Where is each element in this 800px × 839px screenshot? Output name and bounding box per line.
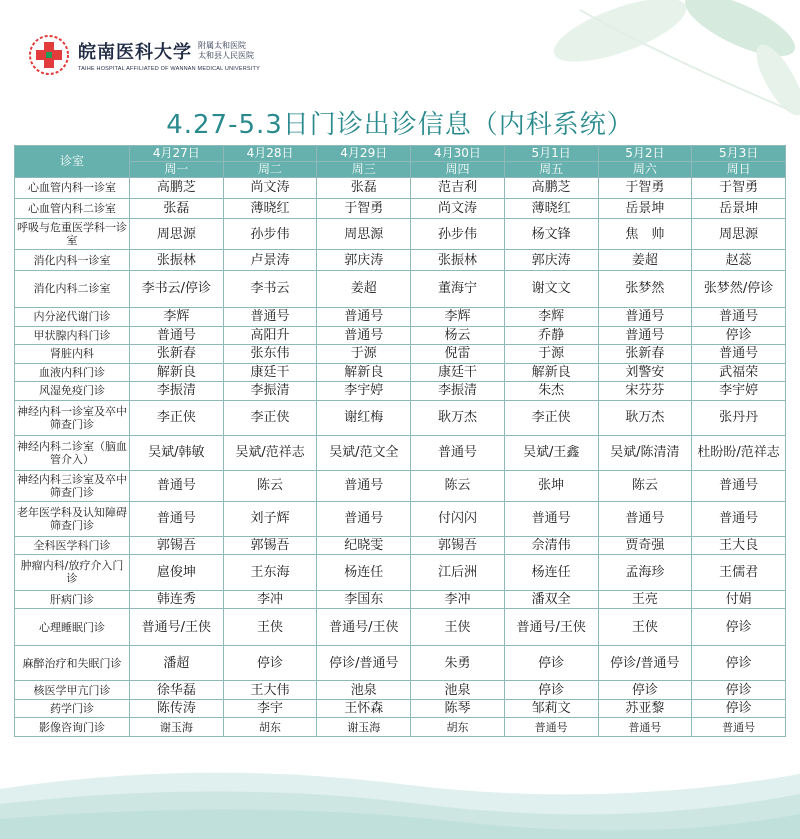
doctor-cell: 普通号	[130, 501, 224, 536]
doctor-cell: 董海宁	[411, 270, 505, 307]
date-header: 4月27日	[130, 146, 224, 162]
dept-cell: 心理睡眠门诊	[15, 609, 130, 646]
clinic-schedule-table	[14, 145, 786, 737]
dept-cell: 消化内科二诊室	[15, 270, 130, 307]
doctor-cell: 佘清伟	[504, 536, 598, 555]
doctor-cell: 停诊/普通号	[317, 646, 411, 681]
doctor-cell: 普通号	[317, 470, 411, 501]
doctor-cell: 解新良	[317, 363, 411, 382]
doctor-cell: 停诊	[598, 681, 692, 700]
dept-cell: 全科医学科门诊	[15, 536, 130, 555]
doctor-cell: 杜盼盼/范祥志	[692, 435, 786, 470]
doctor-cell: 停诊	[692, 326, 786, 345]
doctor-cell: 普通号	[317, 501, 411, 536]
doctor-cell: 徐华磊	[130, 681, 224, 700]
doctor-cell: 吴斌/王鑫	[504, 435, 598, 470]
doctor-cell: 解新良	[130, 363, 224, 382]
doctor-cell: 纪晓雯	[317, 536, 411, 555]
dept-cell: 神经内科一诊室及卒中筛查门诊	[15, 400, 130, 435]
date-header: 5月2日	[598, 146, 692, 162]
doctor-cell: 普通号	[692, 470, 786, 501]
table-row	[15, 681, 786, 700]
doctor-cell: 扈俊坤	[130, 555, 224, 590]
doctor-cell: 赵蕊	[692, 250, 786, 271]
dept-cell: 肾脏内科	[15, 345, 130, 364]
doctor-cell: 张新春	[598, 345, 692, 364]
doctor-cell: 刘警安	[598, 363, 692, 382]
table-row	[15, 646, 786, 681]
doctor-cell: 周思源	[130, 219, 224, 250]
doctor-cell: 岳景坤	[692, 198, 786, 219]
doctor-cell: 解新良	[504, 363, 598, 382]
doctor-cell: 池泉	[317, 681, 411, 700]
page-title: 4.27-5.3日门诊出诊信息（内科系统）	[166, 110, 634, 140]
doctor-cell: 张梦然/停诊	[692, 270, 786, 307]
doctor-cell: 普通号	[692, 345, 786, 364]
doctor-cell: 付闪闪	[411, 501, 505, 536]
doctor-cell: 停诊	[692, 699, 786, 718]
table-row	[15, 250, 786, 271]
dept-cell: 神经内科二诊室（脑血管介入）	[15, 435, 130, 470]
doctor-cell: 李宇	[223, 699, 317, 718]
table-row	[15, 555, 786, 590]
doctor-cell: 谢红梅	[317, 400, 411, 435]
university-name: 皖南医科大学	[78, 42, 192, 63]
doctor-cell: 李正侠	[130, 400, 224, 435]
doctor-cell: 韩连秀	[130, 590, 224, 609]
date-header: 4月30日	[411, 146, 505, 162]
table-row	[15, 178, 786, 199]
doctor-cell: 张新春	[130, 345, 224, 364]
hospital-logo-icon	[28, 34, 70, 76]
table-row	[15, 609, 786, 646]
doctor-cell: 王怀森	[317, 699, 411, 718]
doctor-cell: 陈云	[411, 470, 505, 501]
table-row	[15, 699, 786, 718]
dept-cell: 心血管内科一诊室	[15, 178, 130, 199]
doctor-cell: 谢玉海	[130, 718, 224, 737]
doctor-cell: 周思源	[692, 219, 786, 250]
doctor-cell: 郭锡吾	[411, 536, 505, 555]
doctor-cell: 王东海	[223, 555, 317, 590]
table-row	[15, 400, 786, 435]
doctor-cell: 张东伟	[223, 345, 317, 364]
doctor-cell: 乔静	[504, 326, 598, 345]
table-row	[15, 307, 786, 326]
doctor-cell: 停诊	[692, 681, 786, 700]
doctor-cell: 郭庆涛	[317, 250, 411, 271]
doctor-cell: 普通号	[317, 307, 411, 326]
doctor-cell: 普通号	[598, 718, 692, 737]
doctor-cell: 高鹏芝	[130, 178, 224, 199]
dept-cell: 甲状腺内科门诊	[15, 326, 130, 345]
leaf-decoration	[540, 0, 800, 120]
dept-cell: 老年医学科及认知障碍筛查门诊	[15, 501, 130, 536]
doctor-cell: 停诊	[504, 646, 598, 681]
dept-cell: 血液内科门诊	[15, 363, 130, 382]
doctor-cell: 胡东	[411, 718, 505, 737]
doctor-cell: 陈云	[223, 470, 317, 501]
doctor-cell: 康廷干	[411, 363, 505, 382]
doctor-cell: 郭锡吾	[223, 536, 317, 555]
doctor-cell: 张振林	[411, 250, 505, 271]
dept-cell: 消化内科一诊室	[15, 250, 130, 271]
doctor-cell: 耿万杰	[411, 400, 505, 435]
doctor-cell: 高鹏芝	[504, 178, 598, 199]
date-header-row	[15, 146, 786, 162]
doctor-cell: 胡东	[223, 718, 317, 737]
table-row	[15, 435, 786, 470]
doctor-cell: 陈传涛	[130, 699, 224, 718]
table-row	[15, 382, 786, 401]
weekday-header-row	[15, 162, 786, 178]
date-header: 5月3日	[692, 146, 786, 162]
doctor-cell: 张振林	[130, 250, 224, 271]
doctor-cell: 王侠	[223, 609, 317, 646]
doctor-cell: 普通号	[504, 718, 598, 737]
doctor-cell: 姜超	[598, 250, 692, 271]
weekday-header: 周一	[130, 162, 224, 178]
doctor-cell: 杨云	[411, 326, 505, 345]
doctor-cell: 普通号	[130, 326, 224, 345]
doctor-cell: 李冲	[223, 590, 317, 609]
weekday-header: 周五	[504, 162, 598, 178]
dept-cell: 神经内科三诊室及卒中筛查门诊	[15, 470, 130, 501]
doctor-cell: 范吉利	[411, 178, 505, 199]
hospital-header	[28, 34, 260, 76]
doctor-cell: 于智勇	[692, 178, 786, 199]
doctor-cell: 池泉	[411, 681, 505, 700]
table-row	[15, 198, 786, 219]
dept-column-header: 诊室	[15, 146, 130, 178]
doctor-cell: 普通号	[692, 718, 786, 737]
doctor-cell: 陈云	[598, 470, 692, 501]
doctor-cell: 王大伟	[223, 681, 317, 700]
doctor-cell: 普通号	[411, 435, 505, 470]
doctor-cell: 高阳升	[223, 326, 317, 345]
table-row	[15, 470, 786, 501]
doctor-cell: 普通号	[598, 326, 692, 345]
doctor-cell: 李振清	[130, 382, 224, 401]
date-header: 4月29日	[317, 146, 411, 162]
doctor-cell: 普通号	[317, 326, 411, 345]
doctor-cell: 陈琴	[411, 699, 505, 718]
table-row	[15, 718, 786, 737]
doctor-cell: 张丹丹	[692, 400, 786, 435]
doctor-cell: 孙步伟	[223, 219, 317, 250]
hospital-subname-1: 附属太和医院	[198, 41, 246, 50]
doctor-cell: 薄晓红	[504, 198, 598, 219]
doctor-cell: 孟海珍	[598, 555, 692, 590]
doctor-cell: 张磊	[130, 198, 224, 219]
doctor-cell: 潘双全	[504, 590, 598, 609]
bottom-wave-decoration	[0, 749, 800, 839]
doctor-cell: 孙步伟	[411, 219, 505, 250]
dept-cell: 影像咨询门诊	[15, 718, 130, 737]
doctor-cell: 普通号	[130, 470, 224, 501]
date-header: 4月28日	[223, 146, 317, 162]
doctor-cell: 尚文涛	[223, 178, 317, 199]
doctor-cell: 王儒君	[692, 555, 786, 590]
doctor-cell: 王大良	[692, 536, 786, 555]
table-row	[15, 501, 786, 536]
doctor-cell: 张梦然	[598, 270, 692, 307]
doctor-cell: 王侠	[411, 609, 505, 646]
doctor-cell: 宋芬芬	[598, 382, 692, 401]
doctor-cell: 邹莉文	[504, 699, 598, 718]
doctor-cell: 吴斌/陈清清	[598, 435, 692, 470]
doctor-cell: 潘超	[130, 646, 224, 681]
dept-cell: 麻醉治疗和失眠门诊	[15, 646, 130, 681]
doctor-cell: 李振清	[223, 382, 317, 401]
dept-cell: 药学门诊	[15, 699, 130, 718]
table-row	[15, 590, 786, 609]
doctor-cell: 李冲	[411, 590, 505, 609]
table-row	[15, 219, 786, 250]
doctor-cell: 倪雷	[411, 345, 505, 364]
doctor-cell: 谢文文	[504, 270, 598, 307]
doctor-cell: 郭锡吾	[130, 536, 224, 555]
doctor-cell: 李国东	[317, 590, 411, 609]
dept-cell: 肿瘤内科/放疗介入门诊	[15, 555, 130, 590]
dept-cell: 肝病门诊	[15, 590, 130, 609]
doctor-cell: 周思源	[317, 219, 411, 250]
doctor-cell: 普通号/王侠	[504, 609, 598, 646]
doctor-cell: 普通号	[692, 501, 786, 536]
doctor-cell: 于源	[317, 345, 411, 364]
doctor-cell: 薄晓红	[223, 198, 317, 219]
doctor-cell: 苏亚黎	[598, 699, 692, 718]
table-row	[15, 536, 786, 555]
doctor-cell: 普通号	[223, 307, 317, 326]
doctor-cell: 朱杰	[504, 382, 598, 401]
doctor-cell: 杨连任	[504, 555, 598, 590]
doctor-cell: 杨文锋	[504, 219, 598, 250]
table-row	[15, 270, 786, 307]
doctor-cell: 李宇婷	[317, 382, 411, 401]
doctor-cell: 耿万杰	[598, 400, 692, 435]
hospital-english-name: TAIHE HOSPITAL AFFILIATED OF WANNAN MEDICAL UNIVERSITY	[78, 66, 260, 72]
doctor-cell: 付娟	[692, 590, 786, 609]
doctor-cell: 谢玉海	[317, 718, 411, 737]
dept-cell: 风湿免疫门诊	[15, 382, 130, 401]
doctor-cell: 江后洲	[411, 555, 505, 590]
doctor-cell: 停诊	[692, 609, 786, 646]
dept-cell: 心血管内科二诊室	[15, 198, 130, 219]
doctor-cell: 停诊	[223, 646, 317, 681]
doctor-cell: 普通号/王侠	[130, 609, 224, 646]
doctor-cell: 普通号	[598, 501, 692, 536]
doctor-cell: 李辉	[504, 307, 598, 326]
doctor-cell: 岳景坤	[598, 198, 692, 219]
hospital-subname-2: 太和县人民医院	[198, 51, 254, 60]
dept-cell: 核医学甲亢门诊	[15, 681, 130, 700]
doctor-cell: 姜超	[317, 270, 411, 307]
doctor-cell: 普通号	[598, 307, 692, 326]
doctor-cell: 李辉	[130, 307, 224, 326]
table-row	[15, 363, 786, 382]
doctor-cell: 朱勇	[411, 646, 505, 681]
doctor-cell: 卢景涛	[223, 250, 317, 271]
doctor-cell: 于智勇	[317, 198, 411, 219]
doctor-cell: 李宇婷	[692, 382, 786, 401]
doctor-cell: 李辉	[411, 307, 505, 326]
weekday-header: 周四	[411, 162, 505, 178]
doctor-cell: 贾奇强	[598, 536, 692, 555]
doctor-cell: 普通号	[692, 307, 786, 326]
doctor-cell: 尚文涛	[411, 198, 505, 219]
doctor-cell: 于智勇	[598, 178, 692, 199]
doctor-cell: 焦 帅	[598, 219, 692, 250]
doctor-cell: 李振清	[411, 382, 505, 401]
doctor-cell: 武福荣	[692, 363, 786, 382]
table-row	[15, 345, 786, 364]
doctor-cell: 吴斌/范文全	[317, 435, 411, 470]
doctor-cell: 李正侠	[223, 400, 317, 435]
doctor-cell: 张坤	[504, 470, 598, 501]
doctor-cell: 张磊	[317, 178, 411, 199]
doctor-cell: 于源	[504, 345, 598, 364]
doctor-cell: 吴斌/韩敏	[130, 435, 224, 470]
dept-cell: 内分泌代谢门诊	[15, 307, 130, 326]
doctor-cell: 王亮	[598, 590, 692, 609]
doctor-cell: 康廷干	[223, 363, 317, 382]
doctor-cell: 停诊	[504, 681, 598, 700]
doctor-cell: 停诊	[692, 646, 786, 681]
doctor-cell: 王侠	[598, 609, 692, 646]
weekday-header: 周二	[223, 162, 317, 178]
doctor-cell: 普通号/王侠	[317, 609, 411, 646]
doctor-cell: 刘子辉	[223, 501, 317, 536]
weekday-header: 周日	[692, 162, 786, 178]
doctor-cell: 普通号	[504, 501, 598, 536]
weekday-header: 周六	[598, 162, 692, 178]
date-header: 5月1日	[504, 146, 598, 162]
doctor-cell: 吴斌/范祥志	[223, 435, 317, 470]
dept-cell: 呼吸与危重医学科一诊室	[15, 219, 130, 250]
doctor-cell: 郭庆涛	[504, 250, 598, 271]
doctor-cell: 杨连任	[317, 555, 411, 590]
doctor-cell: 李书云	[223, 270, 317, 307]
weekday-header: 周三	[317, 162, 411, 178]
doctor-cell: 李正侠	[504, 400, 598, 435]
doctor-cell: 停诊/普通号	[598, 646, 692, 681]
doctor-cell: 李书云/停诊	[130, 270, 224, 307]
table-row	[15, 326, 786, 345]
